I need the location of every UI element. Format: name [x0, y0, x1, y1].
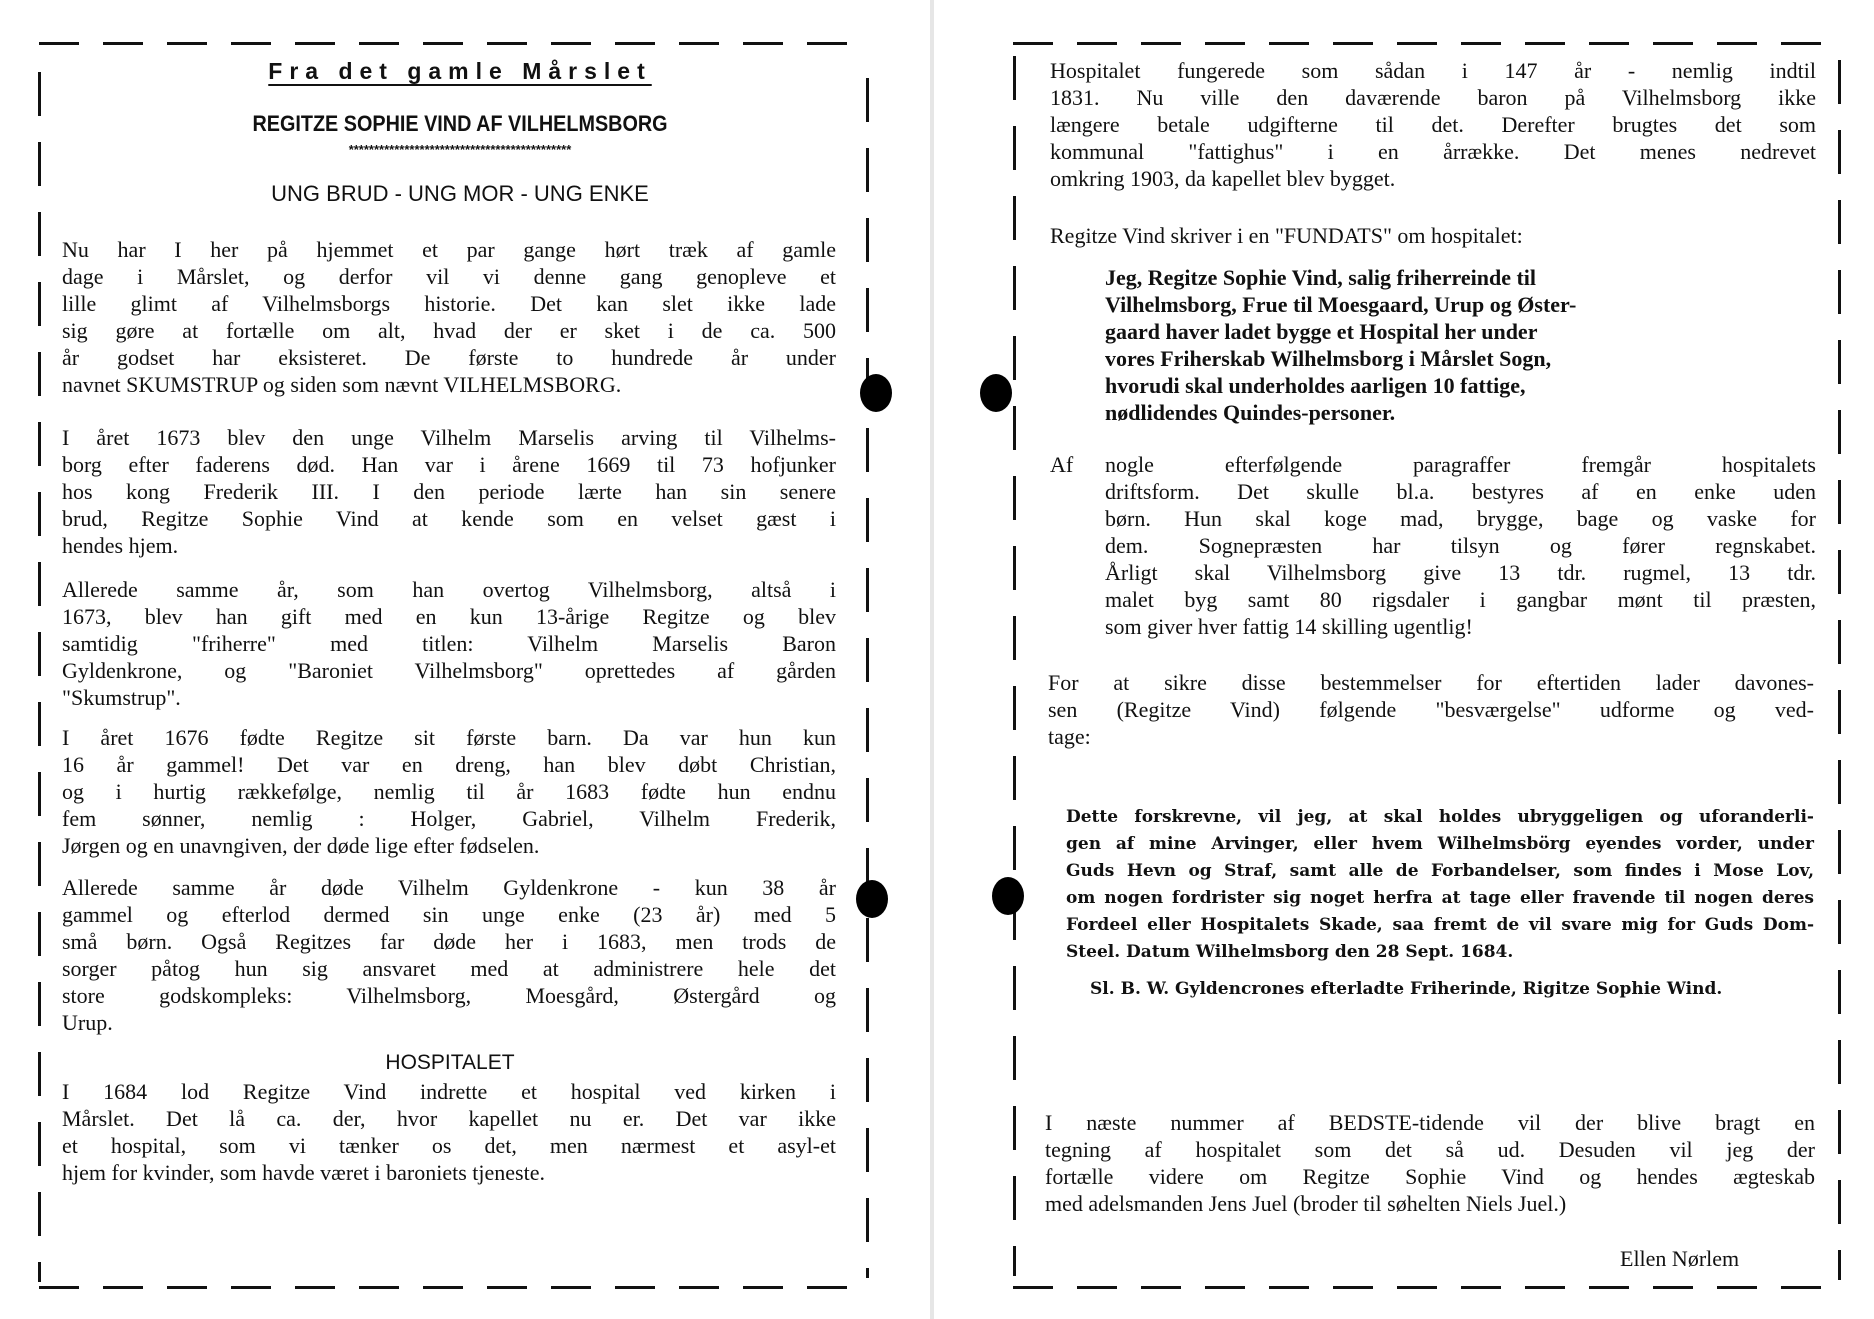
paragraph	[62, 576, 836, 711]
text-line: 16 år gammel! Det var en dreng, han blev døbt Christian,	[62, 752, 836, 777]
text-line: Årligt skal Vilhelmsborg give 13 tdr. rugmel, 13 tdr.	[1105, 560, 1816, 585]
text-line: I året 1673 blev den unge Vilhelm Marselis arving til Vilhelms-	[62, 425, 836, 450]
right-border-right	[1838, 60, 1841, 1280]
text-line: hvorudi skal underholdes aarligen 10 fattige,	[1105, 373, 1526, 398]
text-line: nødlidendes Quindes-personer.	[1105, 400, 1396, 425]
text-line: Jeg, Regitze Sophie Vind, salig friherreinde til	[1105, 265, 1537, 290]
text-line: 1673, blev han gift med en kun 13-årige Regitze og blev	[62, 604, 836, 629]
text-line: tegning af hospitalet som det så ud. Desuden vil jeg der	[1045, 1137, 1815, 1162]
text-line: kommunal "fattighus" i en årrække. Det menes nedrevet	[1050, 139, 1816, 164]
fraktur-signature	[1090, 976, 1722, 1003]
text-line: længere betale udgifterne til det. Derefter brugtes det som	[1050, 112, 1816, 137]
text-line: om nogen fordrister sig noget herfra at tage eller fravende til nogen deres	[1066, 888, 1814, 908]
text-line: hendes hjem.	[62, 533, 179, 558]
star-divider: ********************************************	[348, 142, 572, 157]
text-line: dem. Sognepræsten har tilsyn og fører regnskabet.	[1105, 533, 1816, 558]
text-line: hos kong Frederik III. I den periode lærte han sin senere	[62, 479, 836, 504]
text-line: gen af mine Arvinger, eller hvem Wilhelmsbörg eyendes vorder, under	[1066, 834, 1814, 854]
left-border-top	[39, 42, 869, 45]
paragraph	[1050, 57, 1816, 192]
text-line: samtidig "friherre" med titlen: Vilhelm Marselis Baron	[62, 631, 836, 656]
column-kicker: Fra det gamle Mårslet	[268, 58, 652, 84]
text-line: nogle efterfølgende paragraffer fremgår hospitalets	[1105, 452, 1816, 477]
left-border-left	[38, 72, 41, 1282]
text-line: Regitze Vind skriver i en "FUNDATS" om hospitalet:	[1050, 223, 1523, 248]
left-border-bottom	[39, 1286, 869, 1289]
paragraph	[62, 724, 836, 859]
text-line: driftsform. Det skulle bl.a. bestyres af en enke uden	[1105, 479, 1816, 504]
right-border-bottom	[1013, 1286, 1843, 1289]
punch-hole	[860, 374, 892, 412]
text-line: I året 1676 fødte Regitze sit første barn. Da var hun kun	[62, 725, 836, 750]
text-line: I 1684 lod Regitze Vind indrette et hospital ved kirken i	[62, 1079, 836, 1104]
paragraph	[62, 236, 836, 398]
text-line: Urup.	[62, 1010, 113, 1035]
paragraph	[1105, 451, 1816, 640]
text-line: hjem for kvinder, som havde været i baroniets tjeneste.	[62, 1160, 545, 1185]
text-line: Hospitalet fungerede som sådan i 147 år - nemlig indtil	[1050, 58, 1816, 83]
text-line: som giver hver fattig 14 skilling ugentlig!	[1105, 614, 1473, 639]
rules-lead	[1050, 451, 1073, 478]
paragraph	[62, 424, 836, 559]
text-line: dage i Mårslet, og derfor vil vi denne gang genopleve et	[62, 264, 836, 289]
text-line: Nu har I her på hjemmet et par gange hørt træk af gamle	[62, 237, 836, 262]
text-line: I næste nummer af BEDSTE-tidende vil der blive bragt en	[1045, 1110, 1815, 1135]
author-signature	[1620, 1245, 1800, 1272]
text-line: et hospital, som vi tænker os det, men nærmest et asyl-et	[62, 1133, 836, 1158]
text-line: Vilhelmsborg, Frue til Moesgaard, Urup og Øster-	[1105, 292, 1577, 317]
text-line: navnet SKUMSTRUP og siden som nævnt VILHELMSBORG.	[62, 372, 622, 397]
punch-hole	[980, 374, 1012, 412]
author-name: Ellen Nørlem	[1620, 1246, 1740, 1271]
right-border-left	[1013, 56, 1016, 1276]
page-fold	[930, 0, 934, 1319]
fundats-quote	[1105, 264, 1576, 426]
text-line: Af	[1050, 452, 1074, 477]
text-line: Jørgen og en unavngiven, der døde lige efter fødselen.	[62, 833, 540, 858]
section-heading: HOSPITALET	[385, 1051, 515, 1074]
fraktur-oath	[1066, 804, 1814, 966]
paragraph	[62, 1078, 836, 1186]
text-line: Sl. B. W. Gyldencrones efterladte Friherinde, Rigitze Sophie Wind.	[1090, 979, 1723, 999]
text-line: fortælle videre om Regitze Sophie Vind og hendes ægteskab	[1045, 1164, 1815, 1189]
text-line: små børn. Også Regitzes far døde her i 1683, men trods de	[62, 929, 836, 954]
text-line: For at sikre disse bestemmelser for eftertiden lader davones-	[1048, 670, 1814, 695]
text-line: og i hurtig rækkefølge, nemlig til år 1683 fødte hun endnu	[62, 779, 836, 804]
text-line: gammel og efterlod dermed sin unge enke (23 år) med 5	[62, 902, 836, 927]
text-line: Gyldenkrone, og "Baroniet Vilhelmsborg" oprettedes af gården	[62, 658, 836, 683]
text-line: malet byg samt 80 rigsdaler i gangbar mønt til præsten,	[1105, 587, 1816, 612]
text-line: borg efter faderens død. Han var i årene 1669 til 73 hofjunker	[62, 452, 836, 477]
text-line: år godset har eksisteret. De første to hundrede år under	[62, 345, 836, 370]
text-line: Allerede samme år døde Vilhelm Gyldenkrone - kun 38 år	[62, 875, 836, 900]
text-line: lille glimt af Vilhelmsborgs historie. Det kan slet ikke lade	[62, 291, 836, 316]
text-line: Guds Hevn og Straf, samt alle de Forbandelser, som findes i Mose Lov,	[1066, 861, 1814, 881]
punch-hole	[992, 877, 1024, 915]
paragraph	[62, 874, 836, 1036]
text-line: tage:	[1048, 724, 1091, 749]
paragraph	[1045, 1109, 1815, 1217]
text-line: vores Friherskab Wilhelmsborg i Mårslet Sogn,	[1105, 346, 1552, 371]
text-line: Fordeel eller Hospitalets Skade, saa fremt de vil svare mig for Guds Dom-	[1066, 915, 1814, 935]
text-line: omkring 1903, da kapellet blev bygget.	[1050, 166, 1396, 191]
text-line: sen (Regitze Vind) følgende "besværgelse" udforme og ved-	[1048, 697, 1814, 722]
text-line: Mårslet. Det lå ca. der, hvor kapellet nu er. Det var ikke	[62, 1106, 836, 1131]
left-border-right	[866, 78, 869, 1278]
text-line: gaard haver ladet bygge et Hospital her under	[1105, 319, 1538, 344]
text-line: brud, Regitze Sophie Vind at kende som en velset gæst i	[62, 506, 836, 531]
text-line: store godskompleks: Vilhelmsborg, Moesgård, Østergård og	[62, 983, 836, 1008]
text-line: "Skumstrup".	[62, 685, 181, 710]
paragraph	[1048, 669, 1814, 750]
text-line: børn. Hun skal koge mad, brygge, bage og vaske for	[1105, 506, 1816, 531]
article-subtitle: UNG BRUD - UNG MOR - UNG ENKE	[271, 181, 649, 206]
text-line: med adelsmanden Jens Juel (broder til søhelten Niels Juel.)	[1045, 1191, 1567, 1216]
text-line: Steel. Datum Wilhelmsborg den 28 Sept. 1684.	[1066, 942, 1514, 962]
text-line: Dette forskrevne, vil jeg, at skal holdes ubryggeligen og uforanderli-	[1066, 807, 1814, 827]
paragraph	[1050, 222, 1816, 249]
text-line: fem sønner, nemlig : Holger, Gabriel, Vilhelm Frederik,	[62, 806, 836, 831]
text-line: Allerede samme år, som han overtog Vilhelmsborg, altså i	[62, 577, 836, 602]
text-line: sig gøre at fortælle om alt, hvad der er sket i de ca. 500	[62, 318, 836, 343]
right-border-top	[1013, 42, 1843, 45]
punch-hole	[856, 880, 888, 918]
article-heading: REGITZE SOPHIE VIND AF VILHELMSBORG	[252, 111, 668, 136]
text-line: sorger påtog hun sig ansvaret med at administrere hele det	[62, 956, 836, 981]
text-line: 1831. Nu ville den daværende baron på Vilhelmsborg ikke	[1050, 85, 1816, 110]
